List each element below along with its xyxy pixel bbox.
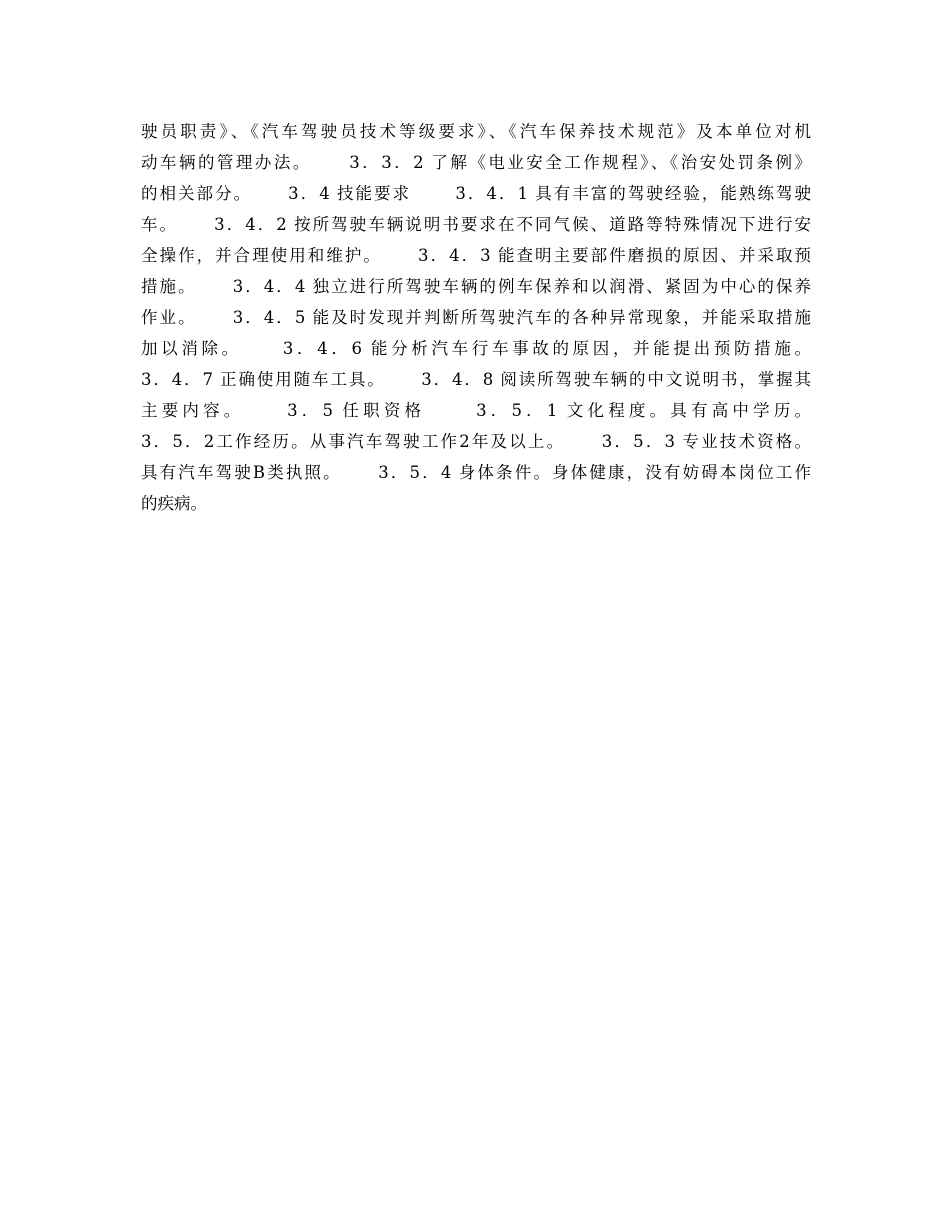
text-line: 3．4．7 正确使用随车工具。 3．4．8 阅读所驾驶车辆的中文说明书，掌握其 <box>141 370 811 389</box>
text-line: 的疾病。 <box>141 494 207 513</box>
text-line: 车。 3．4．2 按所驾驶车辆说明书要求在不同气候、道路等特殊情况下进行安 <box>141 215 811 234</box>
body-paragraph <box>141 116 811 519</box>
text-line: 的相关部分。 3．4 技能要求 3．4．1 具有丰富的驾驶经验，能熟练驾驶 <box>141 184 811 203</box>
text-line: 驶员职责》、《汽车驾驶员技术等级要求》、《汽车保养技术规范》及本单位对机 <box>141 122 811 141</box>
text-line: 动车辆的管理办法。 3．3．2 了解《电业安全工作规程》、《治安处罚条例》 <box>141 153 811 172</box>
text-line: 全操作，并合理使用和维护。 3．4．3 能查明主要部件磨损的原因、并采取预 <box>141 246 811 265</box>
text-line: 3．5．2工作经历。从事汽车驾驶工作2年及以上。 3．5．3 专业技术资格。 <box>141 432 811 451</box>
text-line: 主要内容。 3．5 任职资格 3．5．1 文化程度。具有高中学历。 <box>141 401 811 420</box>
text-line: 加以消除。 3．4．6 能分析汽车行车事故的原因，并能提出预防措施。 <box>141 339 811 358</box>
text-line: 具有汽车驾驶B类执照。 3．5．4 身体条件。身体健康，没有妨碍本岗位工作 <box>141 463 811 482</box>
text-line: 措施。 3．4．4 独立进行所驾驶车辆的例车保养和以润滑、紧固为中心的保养 <box>141 277 811 296</box>
text-line: 作业。 3．4．5 能及时发现并判断所驾驶汽车的各种异常现象，并能采取措施 <box>141 308 811 327</box>
